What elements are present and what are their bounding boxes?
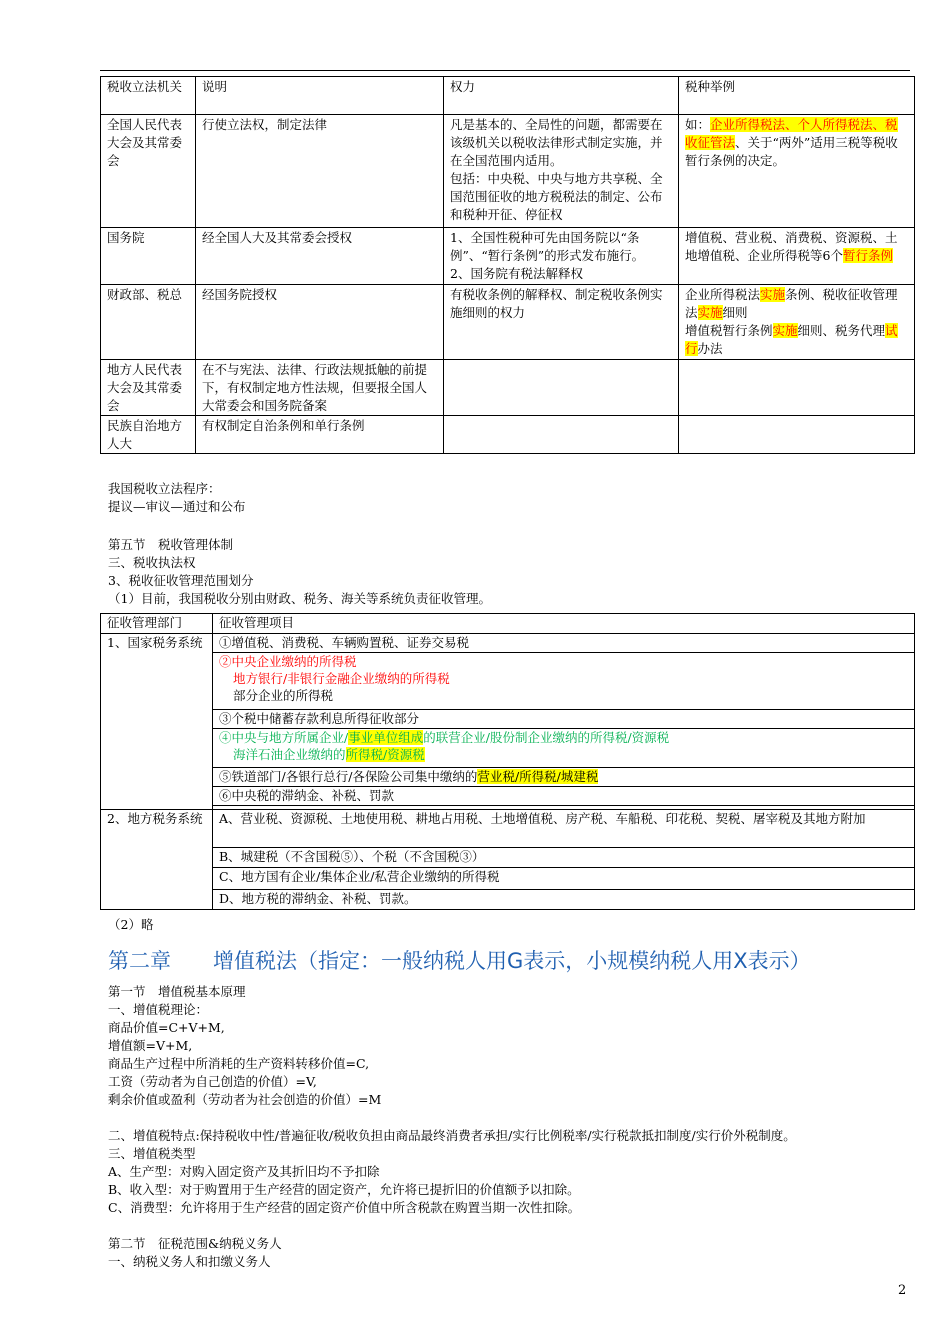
item-cell: A、营业税、资源税、土地使用税、耕地占用税、土地增值税、房产税、车船税、印花税、契税、屠宰税及其地方附加: [213, 810, 915, 848]
example-line: [685, 286, 908, 322]
paragraph: （2）略: [108, 917, 154, 932]
example-cell: [679, 360, 915, 416]
list-item: C、消费型：允许将用于生产经营的固定资产价值中所含税款在购置当期一次性扣除。: [108, 1200, 581, 1215]
table-row: [101, 768, 915, 787]
section5-block: [108, 536, 908, 608]
subheading: 3、税收征收管理范围划分: [108, 573, 254, 588]
table-row: [101, 868, 915, 890]
paragraph-2: [108, 916, 908, 934]
power-text: 有税收条例的解释权、制定税收条例实施细则的权力: [450, 287, 663, 320]
item-cell: ③个税中储蓄存款利息所得征收部分: [213, 710, 915, 729]
tax-admin-table: [100, 613, 915, 910]
procedure-block: [108, 480, 908, 516]
header-cell: 税种举例: [679, 77, 915, 115]
power-text: 凡是基本的、全局性的问题，都需要在该级机关以税收法律形式制定实施，并在全国范围内适用。: [450, 117, 663, 168]
example-cell: [679, 228, 915, 285]
dept-cell: 2、地方税务系统: [101, 810, 213, 910]
header-cell: 征收管理部门: [101, 614, 213, 634]
table-row: [101, 787, 915, 806]
formula-line: 增值额=V+M,: [108, 1038, 193, 1053]
item-text: 的联营企业/股份制企业缴纳的所得税/资源税: [423, 730, 670, 745]
example-text: 细则: [722, 305, 748, 320]
desc-cell: 经全国人大及其常委会授权: [196, 228, 444, 285]
header-cell: 说明: [196, 77, 444, 115]
item-cell: ⑥中央税的滞纳金、补税、罚款: [213, 787, 915, 806]
table-row: [101, 848, 915, 868]
example-text: 增值税暂行条例: [685, 323, 773, 338]
table-row: [101, 285, 915, 360]
power-cell: [444, 285, 679, 360]
procedure-title: 我国税收立法程序：: [108, 481, 221, 496]
blank-line: [108, 1217, 908, 1235]
section-title: 第五节 税收管理体制: [108, 537, 234, 552]
subheading: 一、纳税义务人和扣缴义务人: [108, 1254, 271, 1269]
chapter-title: 第二章 增值税法（指定：一般纳税人用G表示，小规模纳税人用X表示）: [108, 949, 811, 973]
table-row: [101, 729, 915, 768]
organ-cell: 国务院: [101, 228, 196, 285]
item-cell: D、地方税的滞纳金、补税、罚款。: [213, 890, 915, 910]
table-row: [101, 710, 915, 729]
organ-cell: 民族自治地方人大: [101, 416, 196, 454]
paragraph: （1）目前，我国税收分别由财政、税务、海关等系统负责征收管理。: [108, 591, 491, 606]
table-row: [101, 228, 915, 285]
organ-cell: 地方人民代表大会及其常委会: [101, 360, 196, 416]
highlighted-text: 所得税/资源税: [345, 747, 425, 762]
power-text: 1、全国性税种可先由国务院以“条例”、“暂行条例”的形式发布施行。: [450, 230, 645, 263]
subheading: 三、增值税类型: [108, 1146, 196, 1161]
highlighted-text: 实施: [772, 323, 798, 338]
example-cell: [679, 416, 915, 454]
item-cell: C、地方国有企业/集体企业/私营企业缴纳的所得税: [213, 868, 915, 890]
table-row: [101, 416, 915, 454]
item-cell: B、城建税（不含国税⑤）、个税（不含国税③）: [213, 848, 915, 868]
table-row: [101, 653, 915, 710]
blank-line: [108, 1109, 908, 1127]
section-title: 第二节 征税范围&纳税义务人: [108, 1236, 282, 1251]
table-row: [101, 634, 915, 653]
desc-cell: 经国务院授权: [196, 285, 444, 360]
item-cell: [213, 768, 915, 787]
table-header-row: [101, 77, 915, 115]
dept-cell: 1、国家税务系统: [101, 634, 213, 810]
subheading: 三、税收执法权: [108, 555, 196, 570]
item-cell: ①增值税、消费税、车辆购置税、证券交易税: [213, 634, 915, 653]
list-item: B、收入型：对于购置用于生产经营的固定资产，允许将已提折旧的价值额予以扣除。: [108, 1182, 580, 1197]
formula-line: 工资（劳动者为自己创造的价值）=V,: [108, 1074, 317, 1089]
power-text: 2、国务院有税法解释权: [450, 266, 583, 281]
header-rule: [100, 70, 910, 71]
item-cell: [213, 653, 915, 710]
subheading: 一、增值税理论：: [108, 1002, 209, 1017]
example-line: [685, 322, 908, 358]
table-header-row: [101, 614, 915, 634]
example-text: 条例、税收征收管理法: [685, 287, 898, 320]
item-line: [219, 746, 908, 763]
formula-line: 剩余价值或盈利（劳动者为社会创造的价值）=M: [108, 1092, 382, 1107]
desc-cell: 有权制定自治条例和单行条例: [196, 416, 444, 454]
item-cell: [213, 729, 915, 768]
organ-cell: 财政部、税总: [101, 285, 196, 360]
section1-block: [108, 983, 908, 1271]
example-text: 、关于“两外”适用三税等税收暂行条例的决定。: [685, 135, 898, 168]
highlighted-text: 试行: [685, 323, 898, 356]
item-line: 地方银行/非银行金融企业缴纳的所得税: [233, 671, 450, 686]
list-item: A、生产型：对购入固定资产及其折旧均不予扣除: [108, 1164, 380, 1179]
section-title: 第一节 增值税基本原理: [108, 984, 246, 999]
subheading: 二、增值税特点:保持税收中性/普遍征收/税收负担由商品最终消费者承担/实行比例税率/实行税款抵扣制度/实行价外税制度。: [108, 1128, 796, 1143]
table-row: [101, 810, 915, 848]
item-text: 海洋石油企业缴纳的: [233, 747, 346, 762]
legislation-table: [100, 76, 915, 454]
highlighted-text: 实施: [697, 305, 723, 320]
example-text: 如：: [685, 117, 711, 132]
formula-line: 商品生产过程中所消耗的生产资料转移价值=C,: [108, 1056, 370, 1071]
organ-cell: 全国人民代表大会及其常委会: [101, 115, 196, 228]
procedure-steps: 提议—审议—通过和公布: [108, 499, 246, 514]
table-row: [101, 115, 915, 228]
item-text: ⑤铁道部门/各银行总行/各保险公司集中缴纳的: [219, 769, 478, 784]
table-row: [101, 360, 915, 416]
desc-cell: 行使立法权，制定法律: [196, 115, 444, 228]
item-line: [219, 729, 908, 746]
power-cell: [444, 360, 679, 416]
example-cell: [679, 115, 915, 228]
item-text: ④中央与地方所属企业/: [219, 730, 349, 745]
highlighted-text: 暂行条例: [842, 248, 893, 263]
power-cell: [444, 228, 679, 285]
table-row: [101, 890, 915, 910]
power-text: 包括：中央税、中央与地方共享税、全国范围征收的地方税税法的制定、公布和税种开征、停征权: [450, 171, 663, 222]
highlighted-text: 实施: [760, 287, 786, 302]
highlighted-text: 营业税/所得税/城建税: [477, 769, 599, 784]
example-cell: [679, 285, 915, 360]
header-cell: 征收管理项目: [213, 614, 915, 634]
item-line: ②中央企业缴纳的所得税: [219, 654, 357, 669]
header-cell: 权力: [444, 77, 679, 115]
highlighted-text: 企业所得税法、个人所得税法、税收征管法: [685, 117, 898, 150]
example-text: 细则、税务代理: [797, 323, 886, 338]
page-number: 2: [898, 1283, 907, 1298]
power-cell: [444, 416, 679, 454]
formula-line: 商品价值=C+V+M,: [108, 1020, 225, 1035]
highlighted-text: 事业单位组成: [348, 730, 424, 745]
header-cell: 税收立法机关: [101, 77, 196, 115]
desc-cell: 在不与宪法、法律、行政法规抵触的前提下，有权制定地方性法规，但要报全国人大常委会和国务院备案: [196, 360, 444, 416]
example-text: 企业所得税法: [685, 287, 761, 302]
item-line: 部分企业的所得税: [233, 688, 334, 703]
power-cell: [444, 115, 679, 228]
example-text: 增值税、营业税、消费税、资源税、土地增值税、企业所得税等6个: [685, 230, 898, 263]
example-text: 办法: [697, 341, 723, 356]
